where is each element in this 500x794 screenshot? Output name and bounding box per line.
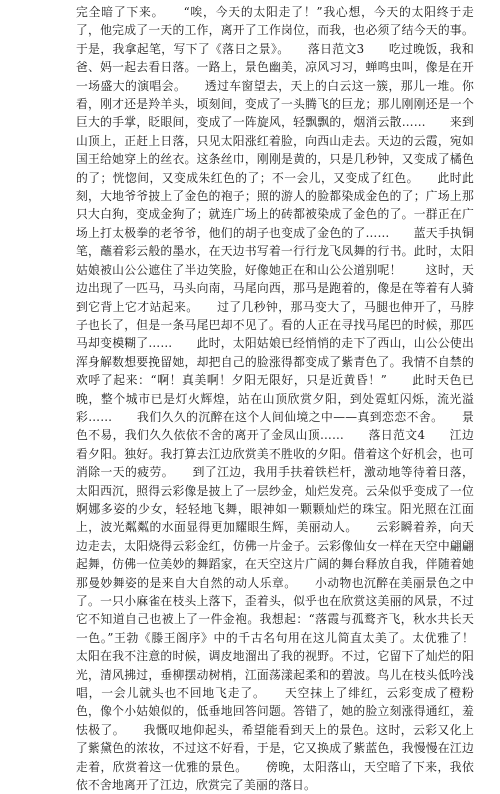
body-paragraph: 完全暗了下来。 “唉，今天的太阳走了！”我心想，今天的太阳终于走了，他完成了一天的工作，离开了工作岗位，而我，也必须了结今天的事。于是，我拿起笔，写下了《落日之景》。 落日范文3 吃过晚饭，我和爸、妈一起去看日落。一路上，景色幽美，凉风习习，蝉鸣虫叫，像是在开一场盛大的演唱会。 透过车窗望去，天上的白云这一簇，那儿一堆。你看，刚才还是羚羊头，顷刻间，变成了一头腾飞的巨龙；那儿刚刚还是一个巨大的手掌，眨眼间，变成了一阵旋风，轻飘飘的，烟消云散…… 来到山顶上，正赶上日落，只见太阳涨红着脸，向西山走去。天边的云霞，宛如国王给她穿上的丝衣。这条丝巾，刚刚是黄的，只是几秒钟，又变成了橘色的了；恍惚间，又变成朱红色的了；不一会儿，又变成了红色。 此时此刻，大地爷爷披上了金色的袍子；照的游人的脸都染成金色的了；广场上那只大白狗，变成金狗了；就连广场上的砖都被染成了金色的了。一群正在广场上打太极拳的老爷爷，他们的胡子也变成了金色的了…… 蓝天手执铜笔，蘸着彩云般的墨水，在天边书写着一行行龙飞凤舞的行书。此时，太阳姑娘被山公公遮住了半边笑脸，好像她正在和山公公道别呢！ 这时，天边出现了一匹马，马头向南，马尾向西，那马是跑着的，像是在等着有人骑到它背上它才站起来。 过了几秒钟，那马变大了，马腿也伸开了，马脖子也长了，但是一条马尾巴却不见了。看的人正在寻找马尾巴的时候，那匹马却变模糊了…… 此时，太阳姑娘已经悄悄的走下了西山，山公公使出浑身解数想要挽留她，却把自己的脸涨得都变成了紫青色了。我情不自禁的欢呼了起来：“啊！真美啊！夕阳无限好，只是近黄昏！” 此时天色已晚，整个城市已是灯火辉煌，站在山顶欣赏夕阳，到处霓虹闪烁，流光溢彩…… 我们久久的沉醉在这个人间仙境之中——真到恋恋不舍。 景色不易，我们久久依依不舍的离开了金凤山顶…… 落日范文4 江边看夕阳。独好。我打算去江边欣赏美不胜收的夕阳。借着这个好机会，也可消除一天的疲劳。 到了江边，我用手扶着铁栏杆，激动地等待着日落，太阳西沉，照得云彩像是披上了一层纱金，灿烂发亮。云朵似乎变成了一位婀娜多姿的少女，轻轻地飞舞，眼神如一颗颗灿烂的珠宝。阳光照在江面上，波光粼粼的水面显得更加耀眼生辉，美丽动人。 云彩瞬着养，向天边走去，太阳烧得云彩金红，仿佛一片金子。云彩像仙女一样在天空中翩翩起舞，仿佛一位美妙的舞蹈家，在天空这片广阔的舞台释放自我，伴随着她那曼妙舞姿的是来自大自然的动人乐章。 小动物也沉醉在美丽景色之中了。一只小麻雀在枝头上落下，歪着头，似乎也在欣赏这美丽的风景，不过它不知道自己也被上了一件金袍。我想起：“落霞与孤鹜齐飞，秋水共长天一色。”王勃《滕王阁序》中的千古名句用在这儿简直太美了。太优雅了！ 太阳在我不注意的时候，调皮地溜出了我的视野。不过，它留下了灿烂的阳光，清风拂过，垂柳摆动树梢，江面荡漾起柔和的碧波。鸟儿在枝头低吟浅唱，一会儿就头也不回地飞走了。 天空抹上了绯红，云彩变成了橙粉色，像个小姑娘似的，低垂地回答问题。答错了，她的脸立刻涨得通红，羞怯极了。 我慨叹地仰起头，希望能看到天上的景色。这时，云彩又化上了紫黛色的浓妆，不过这不好看，于是，它又换成了紫蓝色，我慢慢在江边走着，欣赏着这一优雅的景色。 傍晚，太阳落山，天空暗了下来，我依依不舍地离开了江边，欣赏完了美丽的落日。 [76, 5, 498, 793]
